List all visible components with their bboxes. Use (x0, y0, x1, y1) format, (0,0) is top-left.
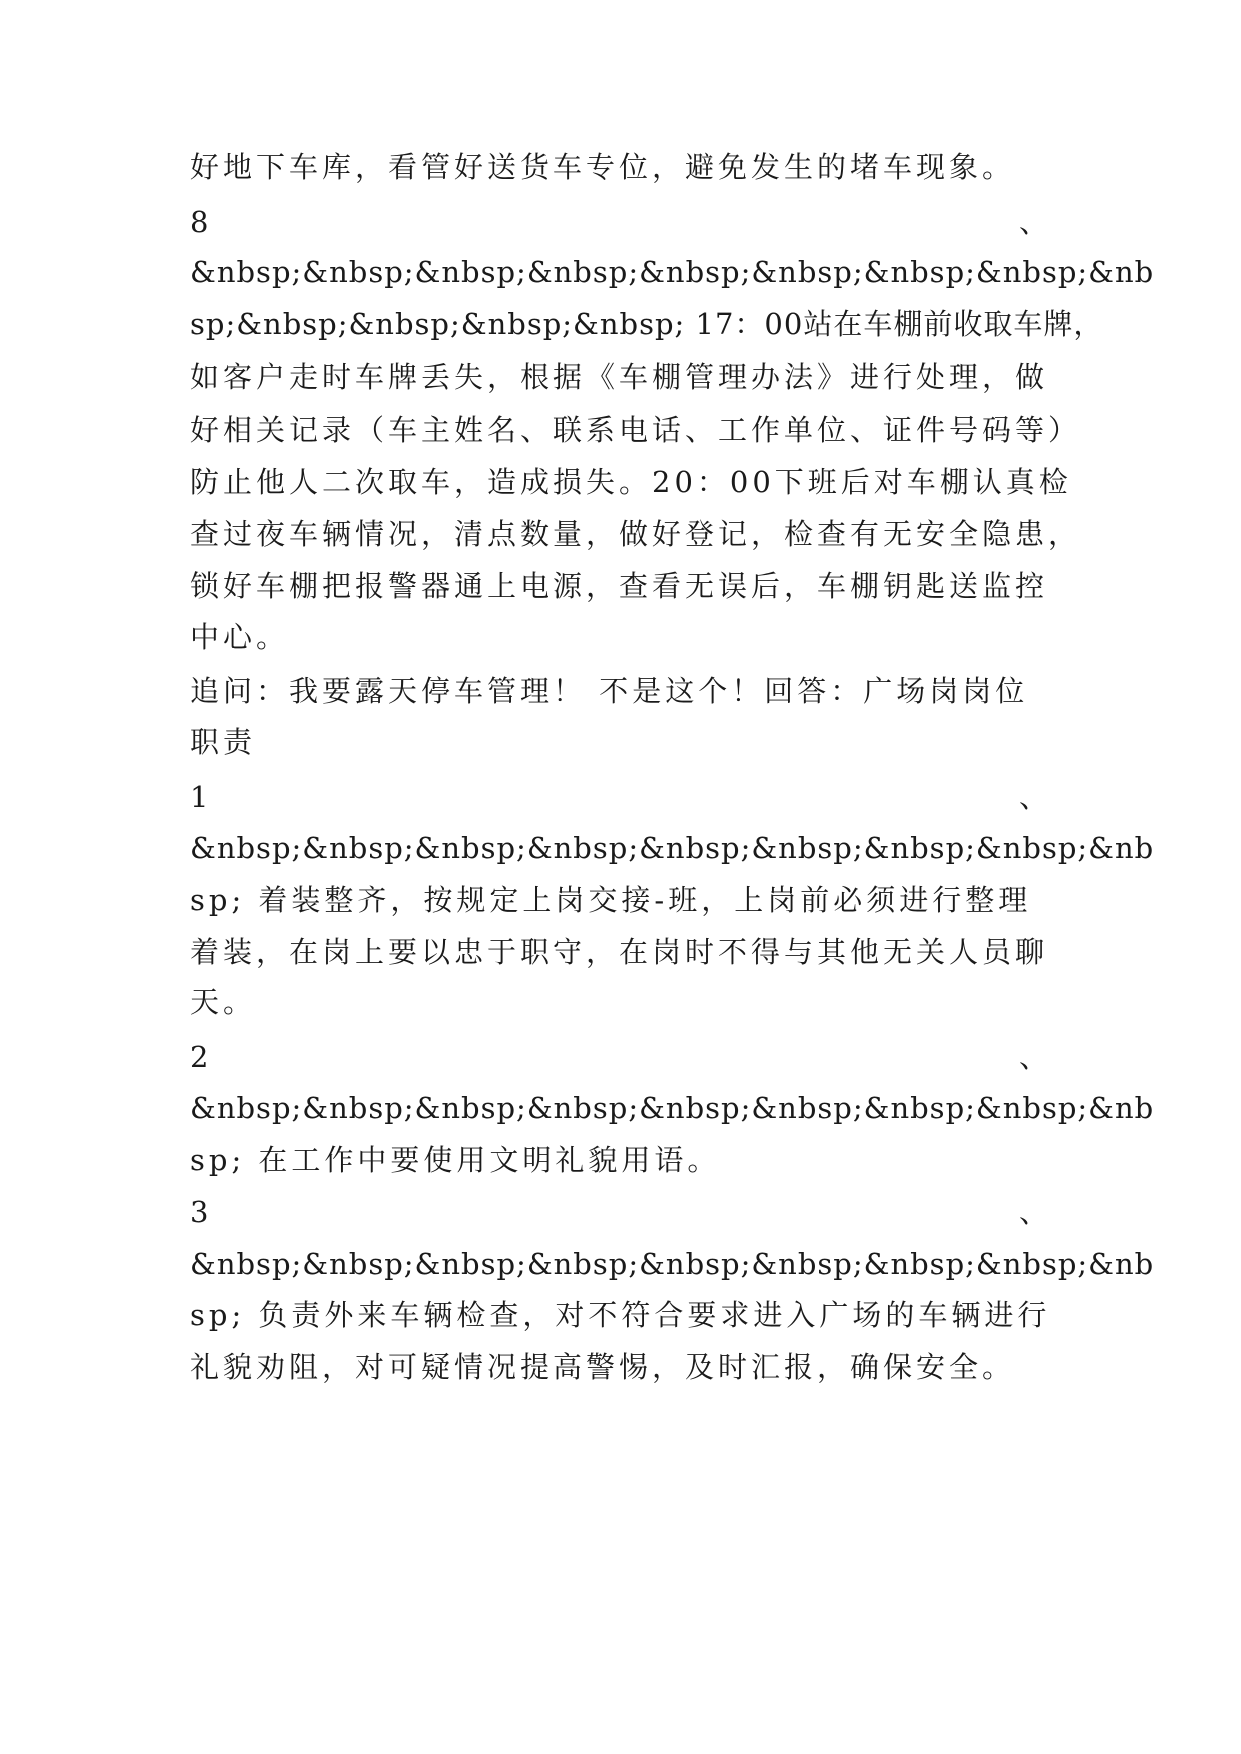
numbered-item-marker (190, 1190, 1050, 1234)
text-line: 追问：我要露天停车管理！ 不是这个！回答：广场岗岗位 (190, 674, 1029, 708)
item-separator: 、 (1018, 1040, 1048, 1074)
item-number: 8 (190, 205, 209, 239)
numbered-item-marker (190, 775, 1050, 819)
text-line: 天。 (190, 985, 257, 1019)
text-line: 如客户走时车牌丢失，根据《车棚管理办法》进行处理，做 (190, 360, 1049, 394)
text-line: &nbsp;&nbsp;&nbsp;&nbsp;&nbsp;&nbsp;&nbsp;&nbsp;&nb (190, 1091, 1155, 1125)
text-line: &nbsp;&nbsp;&nbsp;&nbsp;&nbsp;&nbsp;&nbsp;&nbsp;&nb (190, 1247, 1155, 1281)
text-line: 礼貌劝阻，对可疑情况提高警惕，及时汇报，确保安全。 (190, 1350, 1016, 1384)
text-line: &nbsp;&nbsp;&nbsp;&nbsp;&nbsp;&nbsp;&nbsp;&nbsp;&nb (190, 831, 1155, 865)
text-line: 防止他人二次取车，造成损失。20：00下班后对车棚认真检 (190, 465, 1072, 499)
text-line: 好地下车库，看管好送货车专位，避免发生的堵车现象。 (190, 150, 1016, 184)
text-line: sp;&nbsp;&nbsp;&nbsp;&nbsp; 17：00站在车棚前收取车牌， (190, 307, 1104, 341)
text-line: 好相关记录（车主姓名、联系电话、工作单位、证件号码等） (190, 413, 1082, 447)
text-line: 中心。 (190, 620, 290, 654)
numbered-item-marker (190, 200, 1050, 244)
text-line: &nbsp;&nbsp;&nbsp;&nbsp;&nbsp;&nbsp;&nbsp;&nbsp;&nb (190, 255, 1155, 289)
item-separator: 、 (1018, 780, 1048, 814)
text-line: 职责 (190, 725, 257, 759)
text-line: sp; 负责外来车辆检查，对不符合要求进入广场的车辆进行 (190, 1298, 1051, 1332)
numbered-item-marker (190, 1035, 1050, 1079)
item-number: 2 (190, 1040, 209, 1074)
item-number: 1 (190, 780, 209, 814)
text-line: sp; 着装整齐，按规定上岗交接-班，上岗前必须进行整理 (190, 883, 1032, 917)
item-separator: 、 (1018, 1195, 1048, 1229)
text-line: 着装，在岗上要以忠于职守，在岗时不得与其他无关人员聊 (190, 935, 1049, 969)
text-line: sp; 在工作中要使用文明礼貌用语。 (190, 1143, 721, 1177)
text-line: 查过夜车辆情况，清点数量，做好登记，检查有无安全隐患， (190, 517, 1082, 551)
item-separator: 、 (1018, 205, 1048, 239)
item-number: 3 (190, 1195, 209, 1229)
text-line: 锁好车棚把报警器通上电源，查看无误后，车棚钥匙送监控 (190, 569, 1049, 603)
